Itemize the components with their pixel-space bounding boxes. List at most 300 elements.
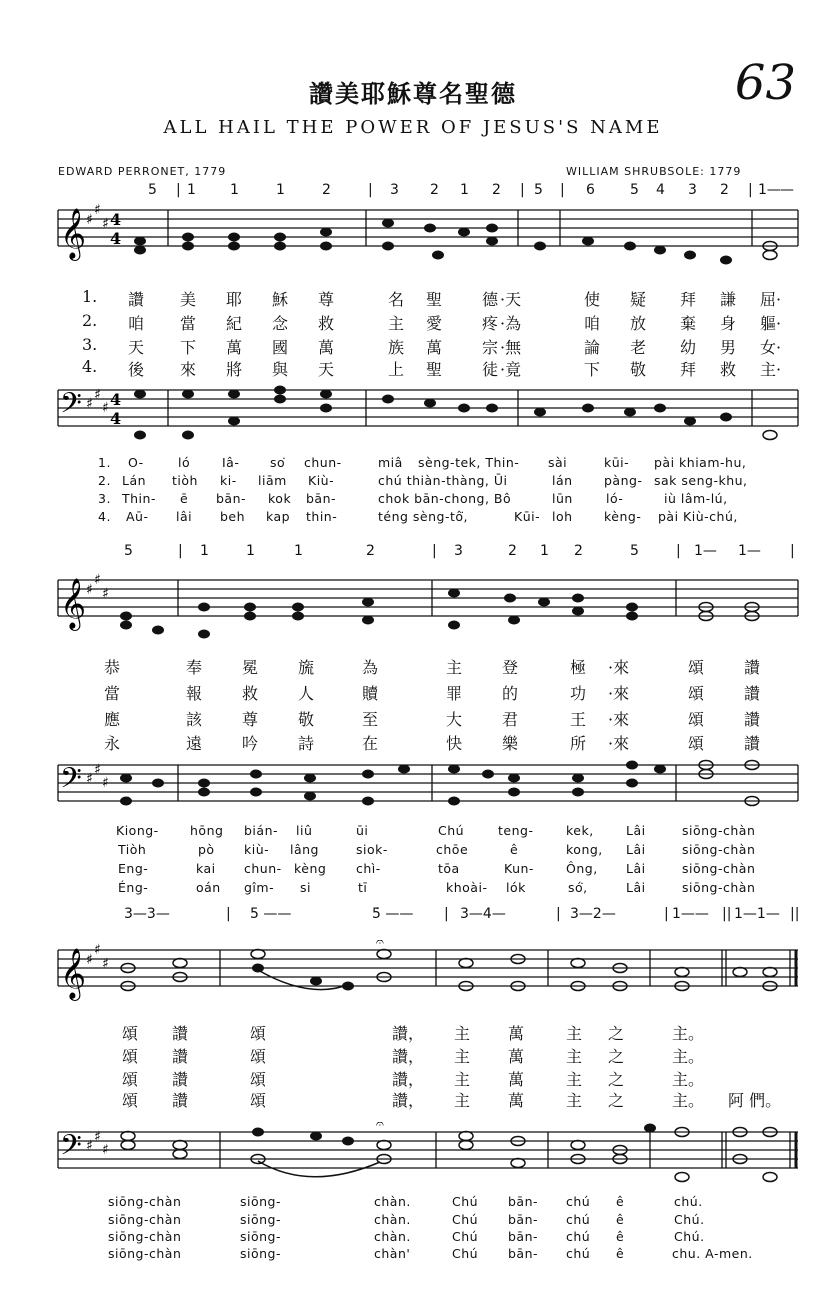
lyric-syllable: chú <box>566 1194 591 1209</box>
svg-text:4: 4 <box>110 390 122 409</box>
lyric-syllable: kok <box>268 491 292 506</box>
lyric-syllable: so͘ <box>270 455 286 470</box>
lyric-syllable: chok bān-chong, Bô <box>378 491 512 506</box>
lyric-syllable: 遠 <box>186 734 203 753</box>
lyric-syllable: 主。 <box>672 1091 705 1110</box>
lyric-syllable: 天 <box>318 360 335 379</box>
lyric-syllable: Chú <box>452 1229 479 1244</box>
lyric-syllable: 尊 <box>242 710 259 729</box>
romanized-lyrics-verse-3 <box>0 491 826 509</box>
lyric-syllable: 頌 <box>250 1091 267 1110</box>
lyric-syllable: ·天 <box>500 290 522 309</box>
lyric-syllable: chú. <box>674 1194 703 1209</box>
lyric-syllable: Lâi <box>626 842 646 857</box>
lyric-syllable: 主· <box>760 360 782 379</box>
jianpu-number: | <box>748 182 753 198</box>
lyric-syllable: 當 <box>104 684 121 703</box>
lyric-syllable: 讚 <box>744 684 761 703</box>
bass-staff <box>0 380 826 450</box>
hymn-title-chinese: 讚美耶穌尊名聖德 <box>309 79 517 108</box>
svg-text:♯: ♯ <box>94 1129 101 1145</box>
jianpu-number: 3 <box>390 182 399 198</box>
author-credit: EDWARD PERRONET, 1779 <box>58 165 227 178</box>
lyric-syllable: 宗 <box>482 338 499 357</box>
treble-staff <box>0 200 826 280</box>
chinese-lyrics-verse-2 <box>0 1044 826 1066</box>
jianpu-number: 1 <box>187 182 196 198</box>
treble-clef-icon: 𝄞 <box>60 578 87 629</box>
lyric-syllable: 該 <box>186 710 203 729</box>
lyric-syllable: chōe <box>436 842 469 857</box>
jianpu-number: 3—3— <box>124 906 170 922</box>
lyric-syllable: 愛 <box>426 314 443 333</box>
lyric-syllable: 萬 <box>318 338 335 357</box>
chinese-lyrics-verse-4 <box>0 1088 826 1110</box>
lyric-syllable: 幼 <box>680 338 697 357</box>
lyric-syllable: Chú. <box>674 1212 705 1227</box>
lyric-syllable: kap <box>266 509 291 524</box>
lyric-syllable: 救 <box>720 360 737 379</box>
lyric-syllable: 主 <box>454 1091 471 1110</box>
jianpu-row <box>0 906 826 928</box>
svg-text:♯: ♯ <box>86 212 93 228</box>
lyric-syllable: 1. <box>98 455 111 470</box>
chinese-lyrics-verse-4 <box>0 357 826 379</box>
chinese-lyrics-verse-2 <box>0 311 826 333</box>
lyric-syllable: Aū- <box>126 509 149 524</box>
lyric-syllable: 德 <box>482 290 499 309</box>
lyric-syllable: 2. <box>82 311 98 330</box>
lyric-syllable: 主 <box>446 658 463 677</box>
chinese-lyrics-verse-3 <box>0 335 826 357</box>
lyric-syllable: 頌 <box>250 1024 267 1043</box>
lyric-syllable: kūi- <box>604 455 630 470</box>
lyric-syllable: ·來 <box>608 734 630 753</box>
jianpu-number: 5 <box>534 182 543 198</box>
lyric-syllable: 下 <box>180 338 197 357</box>
svg-text:♯: ♯ <box>86 1138 93 1154</box>
lyric-syllable: 尊 <box>318 290 335 309</box>
lyric-syllable: chun- <box>244 861 282 876</box>
lyric-syllable: chú <box>566 1229 591 1244</box>
lyric-syllable: teng- <box>498 823 534 838</box>
lyric-syllable: 棄 <box>680 314 697 333</box>
chinese-lyrics-verse-1 <box>0 655 826 677</box>
lyric-syllable: pài Kiù-chú, <box>658 509 738 524</box>
lyric-syllable: chú thiàn-thàng, Ūi <box>378 473 508 488</box>
jianpu-number: | <box>178 543 183 559</box>
jianpu-number: 1— <box>738 543 761 559</box>
lyric-syllable: kèng- <box>604 509 642 524</box>
treble-clef-icon: 𝄞 <box>60 948 87 999</box>
lyric-syllable: 奉 <box>186 658 203 677</box>
lyric-syllable: 徒 <box>482 360 499 379</box>
svg-text:♯: ♯ <box>102 956 109 972</box>
lyric-syllable: siōng- <box>240 1246 282 1261</box>
lyric-syllable: téng sèng-tô͘, <box>378 509 469 524</box>
chinese-lyrics-verse-3 <box>0 707 826 729</box>
lyric-syllable: 4. <box>82 357 98 376</box>
lyric-syllable: 國 <box>272 338 289 357</box>
lyric-syllable: 功 <box>570 684 587 703</box>
lyric-syllable: 快 <box>446 734 463 753</box>
lyric-syllable: 報 <box>186 684 203 703</box>
lyric-syllable: kong, <box>566 842 603 857</box>
lyric-syllable: bān- <box>508 1246 539 1261</box>
lyric-syllable: 頌 <box>688 658 705 677</box>
lyric-syllable: Tiòh <box>118 842 147 857</box>
lyric-syllable: 拜 <box>680 360 697 379</box>
jianpu-number: 3—2— <box>570 906 616 922</box>
lyric-syllable: Kiong- <box>116 823 159 838</box>
lyric-syllable: tī <box>358 880 368 895</box>
svg-text:♯: ♯ <box>102 1142 109 1158</box>
lyric-syllable: kèng <box>294 861 327 876</box>
jianpu-number: 6 <box>586 182 595 198</box>
jianpu-number: | <box>226 906 231 922</box>
jianpu-number: | <box>790 543 795 559</box>
svg-text:♯: ♯ <box>86 771 93 787</box>
lyric-syllable: Lâi <box>626 861 646 876</box>
lyric-syllable: 美 <box>180 290 197 309</box>
lyric-syllable: Kun- <box>504 861 534 876</box>
lyric-syllable: tiòh <box>172 473 198 488</box>
lyric-syllable: chàn. <box>374 1229 411 1244</box>
lyric-syllable: 敬 <box>298 710 315 729</box>
jianpu-number: 2 <box>574 543 583 559</box>
romanized-lyrics-verse-2 <box>0 842 826 860</box>
jianpu-number: | <box>676 543 681 559</box>
lyric-syllable: lūn <box>552 491 573 506</box>
lyric-syllable: 至 <box>362 710 379 729</box>
lyric-syllable: 名 <box>388 290 405 309</box>
svg-text:♯: ♯ <box>102 216 109 232</box>
jianpu-number: 5 <box>630 182 639 198</box>
romanized-lyrics-verse-2 <box>0 1212 826 1230</box>
lyric-syllable: Chú <box>452 1194 479 1209</box>
lyric-syllable: 身 <box>720 314 737 333</box>
lyric-syllable: 男 <box>720 338 737 357</box>
lyric-syllable: 讚 <box>128 290 145 309</box>
svg-text:♯: ♯ <box>94 387 101 403</box>
romanized-lyrics-verse-3 <box>0 861 826 879</box>
treble-clef-icon: 𝄞 <box>60 208 87 259</box>
lyric-syllable: 詩 <box>298 734 315 753</box>
lyric-syllable: 吟 <box>242 734 259 753</box>
hymn-title-english: ALL HAIL THE POWER OF JESUS'S NAME <box>163 117 663 138</box>
lyric-syllable: 主。 <box>672 1070 705 1089</box>
lyric-syllable: 讚 <box>172 1070 189 1089</box>
jianpu-number: 5 <box>630 543 639 559</box>
lyric-syllable: O- <box>128 455 144 470</box>
composer-credit: WILLIAM SHRUBSOLE: 1779 <box>566 165 742 178</box>
lyric-syllable: 萬 <box>508 1070 525 1089</box>
lyric-syllable: ê <box>616 1212 625 1227</box>
jianpu-number: 1— <box>758 182 781 198</box>
jianpu-number: | <box>664 906 669 922</box>
lyric-syllable: 聖 <box>426 290 443 309</box>
lyric-syllable: 放 <box>630 314 647 333</box>
jianpu-number: — <box>780 182 794 198</box>
lyric-syllable: ê <box>616 1194 625 1209</box>
lyric-syllable: 2. <box>98 473 111 488</box>
lyric-syllable: Ông, <box>566 861 598 876</box>
lyric-syllable: ·為 <box>500 314 522 333</box>
svg-text:♯: ♯ <box>86 952 93 968</box>
hymn-number: 63 <box>734 55 796 111</box>
lyric-syllable: siōng-chàn <box>108 1212 182 1227</box>
lyric-syllable: chun- <box>304 455 342 470</box>
lyric-syllable: iù lâm-lú, <box>664 491 728 506</box>
lyric-syllable: chú <box>566 1246 591 1261</box>
lyric-syllable: ·竟 <box>500 360 522 379</box>
bass-staff <box>0 755 826 825</box>
lyric-syllable: ·來 <box>608 684 630 703</box>
lyric-syllable: Kiù- <box>308 473 335 488</box>
lyric-syllable: liû <box>296 823 313 838</box>
lyric-syllable: chì- <box>356 861 381 876</box>
lyric-syllable: 讚 <box>744 734 761 753</box>
lyric-syllable: 老 <box>630 338 647 357</box>
lyric-syllable: 3. <box>98 491 111 506</box>
lyric-syllable: ūi <box>356 823 369 838</box>
jianpu-number: 2 <box>366 543 375 559</box>
lyric-syllable: 的 <box>502 684 519 703</box>
lyric-syllable: bān- <box>508 1194 539 1209</box>
lyric-syllable: 主 <box>566 1024 583 1043</box>
jianpu-number: 2 <box>492 182 501 198</box>
jianpu-number: 2 <box>322 182 331 198</box>
lyric-syllable: 謙 <box>720 290 737 309</box>
lyric-syllable: 讚 <box>172 1047 189 1066</box>
svg-text:♯: ♯ <box>94 942 101 958</box>
jianpu-number: 3—4— <box>460 906 506 922</box>
lyric-syllable: 頌 <box>250 1047 267 1066</box>
lyric-syllable: ·無 <box>500 338 522 357</box>
lyric-syllable: 之 <box>608 1070 625 1089</box>
lyric-syllable: Chú <box>452 1212 479 1227</box>
jianpu-number: | <box>432 543 437 559</box>
bass-staff <box>0 1122 826 1192</box>
lyric-syllable: Eng- <box>118 861 149 876</box>
lyric-syllable: 讚， <box>392 1024 425 1043</box>
lyric-syllable: 女· <box>760 338 782 357</box>
lyric-syllable: 旒 <box>298 658 315 677</box>
lyric-syllable: 念 <box>272 314 289 333</box>
lyric-syllable: 罪 <box>446 684 463 703</box>
lyric-syllable: hōng <box>190 823 224 838</box>
svg-text:♯: ♯ <box>86 396 93 412</box>
lyric-syllable: 頌 <box>122 1024 139 1043</box>
lyric-syllable: chú <box>566 1212 591 1227</box>
lyric-syllable: Iâ- <box>222 455 240 470</box>
lyric-syllable: 軀· <box>760 314 782 333</box>
lyric-syllable: 疑 <box>630 290 647 309</box>
lyric-syllable: 大 <box>446 710 463 729</box>
jianpu-number: 5̇ —— <box>372 906 414 922</box>
lyric-syllable: siok- <box>356 842 388 857</box>
lyric-syllable: thin- <box>306 509 338 524</box>
treble-staff <box>0 570 826 650</box>
jianpu-number: 1 <box>294 543 303 559</box>
lyric-syllable: 贖 <box>362 684 379 703</box>
jianpu-number: 2 <box>430 182 439 198</box>
lyric-syllable: siōng- <box>240 1229 282 1244</box>
lyric-syllable: 救 <box>318 314 335 333</box>
lyric-syllable: 上 <box>388 360 405 379</box>
jianpu-number: | <box>444 906 449 922</box>
jianpu-number: | <box>176 182 181 198</box>
lyric-syllable: 樂 <box>502 734 519 753</box>
lyric-syllable: Kūi- <box>514 509 541 524</box>
lyric-syllable: Chú <box>438 823 465 838</box>
svg-text:♯: ♯ <box>94 762 101 778</box>
lyric-syllable: ê <box>510 842 519 857</box>
jianpu-number: || <box>790 906 800 922</box>
lyric-syllable: 疼 <box>482 314 499 333</box>
lyric-syllable: Éng- <box>118 880 149 895</box>
lyric-syllable: 永 <box>104 734 121 753</box>
lyric-syllable: 主 <box>454 1047 471 1066</box>
lyric-syllable: 族 <box>388 338 405 357</box>
lyric-syllable: siōng-chàn <box>108 1194 182 1209</box>
romanized-lyrics-verse-4 <box>0 880 826 898</box>
jianpu-number: 1 <box>230 182 239 198</box>
lyric-syllable: 讚， <box>392 1070 425 1089</box>
lyric-syllable: 主。 <box>672 1024 705 1043</box>
lyric-syllable: 萬 <box>426 338 443 357</box>
jianpu-row <box>0 543 826 565</box>
lyric-syllable: 天 <box>128 338 145 357</box>
lyric-syllable: 1. <box>82 287 98 306</box>
lyric-syllable: 使 <box>584 290 601 309</box>
lyric-syllable: ē <box>180 491 189 506</box>
lyric-syllable: bān- <box>216 491 247 506</box>
lyric-syllable: ·來 <box>608 710 630 729</box>
lyric-syllable: 頌 <box>122 1070 139 1089</box>
lyric-syllable: 人 <box>298 684 315 703</box>
jianpu-number: 1—— <box>672 906 709 922</box>
jianpu-number: 3 <box>454 543 463 559</box>
jianpu-number: 2 <box>508 543 517 559</box>
lyric-syllable: sài <box>548 455 568 470</box>
svg-text:4: 4 <box>110 210 122 229</box>
lyric-syllable: khoài- <box>446 880 488 895</box>
lyric-syllable: chu. A-men. <box>672 1246 753 1261</box>
lyric-syllable: pàng- <box>604 473 643 488</box>
lyric-syllable: 與 <box>272 360 289 379</box>
lyric-syllable: 主。 <box>672 1047 705 1066</box>
romanized-lyrics-verse-4 <box>0 509 826 527</box>
lyric-syllable: ê <box>616 1229 625 1244</box>
lyric-syllable: 聖 <box>426 360 443 379</box>
lyric-syllable: 頌 <box>122 1091 139 1110</box>
lyric-syllable: siōng-chàn <box>682 880 756 895</box>
jianpu-number: | <box>560 182 565 198</box>
jianpu-number: 2 <box>720 182 729 198</box>
lyric-syllable: 救 <box>242 684 259 703</box>
lyric-syllable: 讚， <box>392 1091 425 1110</box>
jianpu-number: 1 <box>540 543 549 559</box>
lyric-syllable: bián- <box>244 823 279 838</box>
lyric-syllable: sèng-tek, Thin- <box>418 455 520 470</box>
lyric-syllable: 讚 <box>172 1024 189 1043</box>
lyric-syllable: tōa <box>438 861 460 876</box>
lyric-syllable: siōng-chàn <box>108 1229 182 1244</box>
lyric-syllable: 讚 <box>744 710 761 729</box>
lyric-syllable: siōng- <box>240 1212 282 1227</box>
lyric-syllable: kiù- <box>244 842 270 857</box>
jianpu-number: 3 <box>688 182 697 198</box>
jianpu-number: || <box>722 906 732 922</box>
jianpu-number: 5 <box>148 182 157 198</box>
lyric-syllable: ·來 <box>608 658 630 677</box>
lyric-syllable: 萬 <box>508 1024 525 1043</box>
lyric-syllable: 耶 <box>226 290 243 309</box>
lyric-syllable: 為 <box>362 658 379 677</box>
lyric-syllable: 頌 <box>688 734 705 753</box>
lyric-syllable: liām <box>258 473 287 488</box>
lyric-syllable: ê <box>616 1246 625 1261</box>
lyric-syllable: sak seng-khu, <box>654 473 748 488</box>
lyric-syllable: siōng-chàn <box>682 842 756 857</box>
lyric-syllable: 下 <box>584 360 601 379</box>
lyric-syllable: 頌 <box>688 710 705 729</box>
lyric-syllable: Lâi <box>626 880 646 895</box>
jianpu-number: 5 <box>124 543 133 559</box>
svg-text:𝄐: 𝄐 <box>376 1122 384 1132</box>
lyric-syllable: siōng-chàn <box>108 1246 182 1261</box>
chinese-lyrics-verse-4 <box>0 731 826 753</box>
lyric-syllable: ló <box>178 455 191 470</box>
lyric-syllable: 穌 <box>272 290 289 309</box>
lyric-syllable: ló- <box>606 491 624 506</box>
svg-text:♯: ♯ <box>94 202 101 218</box>
jianpu-number: | <box>368 182 373 198</box>
lyric-syllable: 君 <box>502 710 519 729</box>
lyric-syllable: Chú <box>452 1246 479 1261</box>
lyric-syllable: 讚， <box>392 1047 425 1066</box>
jianpu-number: 1 <box>276 182 285 198</box>
lyric-syllable: Lâi <box>626 823 646 838</box>
lyric-syllable: Thin- <box>122 491 156 506</box>
lyric-syllable: chàn. <box>374 1194 411 1209</box>
lyric-syllable: Chú. <box>674 1229 705 1244</box>
jianpu-number: 1 <box>460 182 469 198</box>
lyric-syllable: 當 <box>180 314 197 333</box>
romanized-lyrics-verse-3 <box>0 1229 826 1247</box>
lyric-syllable: oán <box>196 880 221 895</box>
jianpu-number: | <box>556 906 561 922</box>
lyric-syllable: só͘, <box>568 880 588 895</box>
jianpu-number: | <box>520 182 525 198</box>
lyric-syllable: 後 <box>128 360 145 379</box>
lyric-syllable: 拜 <box>680 290 697 309</box>
lyric-syllable: 萬 <box>226 338 243 357</box>
jianpu-number: 1 <box>246 543 255 559</box>
svg-text:♯: ♯ <box>102 400 109 416</box>
lyric-syllable: kai <box>196 861 216 876</box>
lyric-syllable: 咱 <box>584 314 601 333</box>
lyric-syllable: 萬 <box>508 1091 525 1110</box>
chinese-lyrics-verse-1 <box>0 1021 826 1043</box>
jianpu-number: 1— <box>694 543 717 559</box>
svg-text:♯: ♯ <box>86 582 93 598</box>
lyric-syllable: 主 <box>388 314 405 333</box>
lyric-syllable: 之 <box>608 1091 625 1110</box>
lyric-syllable: 屈· <box>760 290 782 309</box>
lyric-syllable: 冕 <box>242 658 259 677</box>
